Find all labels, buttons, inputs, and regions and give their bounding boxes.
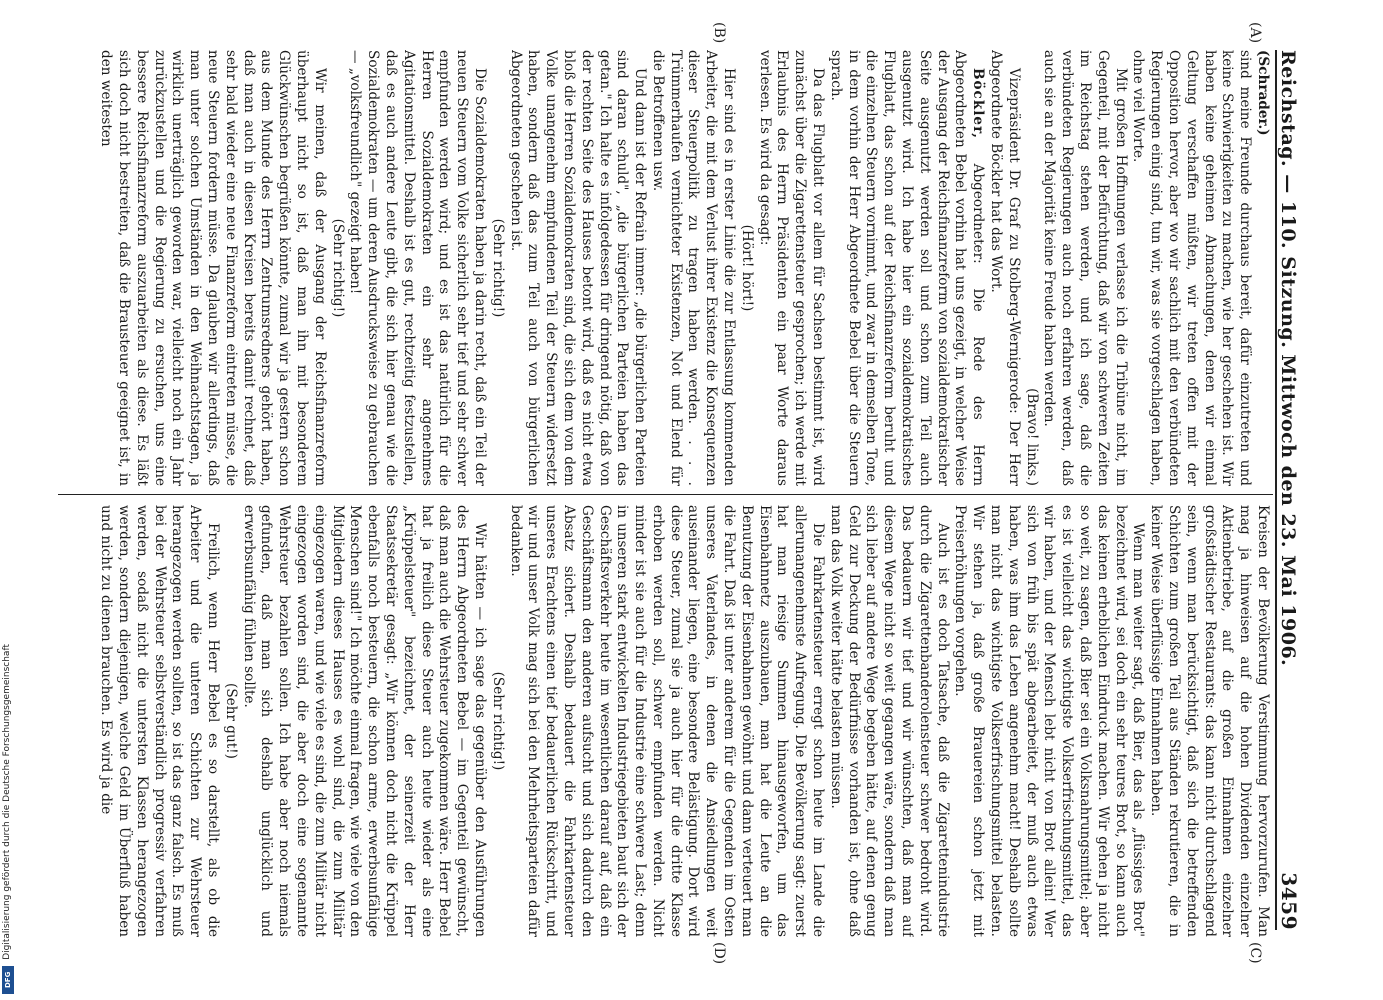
interjection: (Sehr gut!)	[222, 683, 239, 759]
paragraph: Böckler, Abgeordneter: Die Rede des Herrn Abgeordneten Bebel vorhin hat uns gezeigt, in welcher Weise der Ausgang der Reichsfinanzreform von sozialdemokratischer Seite ausgenutzt werden soll und schon zum Teil auch ausgenutzt wird. Ich habe hier ein sozialdemokratisches Flugblatt, das schon auf der Reichsfinanzreform beruht und die einzelnen Steuern vornimmt, und zwar in demselben Tone, in dem vorhin der Herr Abgeordnete Bebel über die Steuern sprach.	[827, 50, 987, 486]
paragraph: Vizepräsident Dr. Graf zu Stolberg-Wernigerode: Der Herr Abgeordnete Böckler hat das Wort.	[988, 50, 1022, 486]
paragraph: Und dann ist der Refrain immer: „die bürgerlichen Parteien sind daran schuld", „die bürgerlichen Parteien haben das getan." Ich halte es infolgedessen für dringend nötig, daß von der rechten Seite des Hauses betont wird, daß es nicht etwa bloß die Herren Sozialdemokraten sind, die sich dem von dem Volke unangenehm empfundenen Teil der Steuern widersetzt haben, sondern daß das zum Teil auch von bürgerlichen Abgeordneten geschehen ist.	[507, 50, 649, 486]
paragraph: Kreisen der Bevölkerung Verstimmung hervorzurufen. Man mag ja hinweisen auf die hohen Dividenden einzelner Aktienbetriebe, auf die großen Einnahmen einzelner großstädtischer Restaurants: das kann nicht durchschlagend sein, wenn man berücksichtigt, daß sich die betreffenden Schichten zum großen Teil aus Ständen rekrutieren, die in keiner Weise überflüssige Einnahmen haben.	[1148, 505, 1271, 937]
right-column	[58, 505, 1271, 937]
page-number: 3459	[1277, 872, 1301, 930]
interjection: (Sehr richtig!)	[489, 218, 506, 318]
header-date: Mittwoch den 23. Mai 1906.	[1277, 354, 1299, 667]
left-column	[58, 50, 1271, 486]
margin-mark-c: (C)	[1247, 942, 1263, 964]
paragraph: Mit großen Hoffnungen verlasse ich die Tribüne nicht, im Gegenteil, mit der Befürchtung, daß wir von schweren Zeiten im Reichstag stehen werden, und ich sage, daß die verbündeten Regierungen auch noch erfahren werden, daß auch sie an der Majorität keine Freude haben werden.	[1041, 50, 1129, 486]
margin-mark-a: (A)	[1247, 22, 1263, 44]
header-session-title: Reichstag. — 110. Sitzung.	[1277, 50, 1299, 349]
quote-paragraph: Hier sind es in erster Linie die zur Entlassung kommenden Arbeiter, die mit dem Verlust ihrer Existenz die Konsequenzen dieser Steuerpolitik zu tragen haben werden. . . . Trümmerhaufen vernichteter Existenzen, Not und Elend für die Betroffenen usw.	[649, 50, 738, 486]
page-header	[1275, 50, 1319, 930]
interjection: (Bravo! links.)	[1023, 388, 1040, 486]
paragraph: Die Sozialdemokraten haben ja darin recht, daß ein Teil der neuen Steuern vom Volke sicherlich sehr tief und sehr schwer empfunden werden wird; und es ist das natürlich für die Herren Sozialdemokraten ein sehr angenehmes Agitationsmittel. Deshalb ist es gut, rechtzeitig festzustellen, daß es auch andere Leute gibt, die sich hier genau wie die Sozialdemokraten — um deren Ausdrucksweise zu gebrauchen — „volksfreundlich" gezeigt haben!	[347, 50, 488, 486]
margin-mark-b: (B)	[711, 22, 727, 44]
paragraph: Freilich, wenn Herr Bebel es so darstellt, als ob die Arbeiter und die unteren Schichten zur Wehrsteuer herangezogen werden sollten, so ist das ganz falsch. Es muß bei der Wehrsteuer selbstverständlich progressiv verfahren werden, sodaß nicht die untersten Klassen herangezogen werden, sondern diejenigen, welche Geld im Überfluß haben und nicht zu dienen brauchen. Es wird ja die	[98, 505, 221, 937]
speaker-label: (Schrader.)	[1255, 50, 1271, 136]
paragraph: Die Fahrkartensteuer erregt schon heute im Lande die allerunangenehmste Aufregung. Die Bevölkerung sagt: zuerst hat man riesige Summen hinausgeworfen, um das Eisenbahnnetz auszubauen, man hat die Leute an die Benutzung der Eisenbahnen gewöhnt und dann verteuert man die Fahrt. Daß ist unter anderem für die Gegenden im Osten unseres Vaterlandes, in denen die Ansiedlungen weit auseinander liegen, eine besondere Belästigung. Dort wird diese Steuer, zumal sie ja auch hier für die dritte Klasse erhoben werden soll, schwer empfunden werden. Nicht minder ist sie auch für die Industrie eine schwere Last; denn in unseren stark entwickelten Industriegebieten baut sich der Geschäftsverkehr heute im wesentlichen darauf auf, daß ein Geschäftsmann den anderen aufsucht und sich dadurch den Absatz sichert. Deshalb bedauert die Fahrkartensteuer unseres Erachtens einen tief bedauerlichen Rückschritt, und wir und unser Volk mag sich bei den Mehrheitsparteien dafür bedanken.	[507, 505, 827, 937]
column-divider	[58, 494, 1273, 495]
paragraph: Auch ist es doch Tatsache, daß die Zigarettenindustrie durch die Zigarettenbanderolensteuer schwer bedroht wird. Das bedauern wir tief und wir wünschten, daß man auf diesem Wege nicht so weit gegangen wäre, sondern daß man sich lieber auf andere Wege begeben hätte, auf denen genug Geld zur Deckung der Bedürfnisse vorhanden ist, ohne daß man das Volk weiter hätte belasten müssen.	[827, 505, 951, 937]
interjection: (Hört! hört!)	[738, 224, 755, 312]
paragraph: Wir hätten — ich sage das gegenüber den Ausführungen des Herrn Abgeordneten Bebel — im Gegenteil gewünscht, daß man auch die Wehrsteuer zugekommen wäre. Herr Bebel hat ja freilich diese Steuer auch heute wieder als eine „Krüppelsteuer" bezeichnet, der seinerzeit der Herr Staatssekretär gesagt: „Wir können doch nicht die Krüppel ebenfalls noch besteuern, die schon arme, erwerbsunfähige Menschen sind!" Ich möchte einmal fragen, wie viele von den Mitgliedern dieses Hauses es wohl sind, die zum Militär eingezogen waren, und wie viele es sind, die zum Militär nicht eingezogen worden sind, die aber doch eine sogenannte Wehrsteuer bezahlen sollen. Ich habe aber noch niemals gefunden, daß man sich deshalb unglücklich und erwerbsunfähig fühlen sollte.	[240, 505, 488, 937]
speaker-name: Böckler,	[970, 68, 987, 139]
paragraph: sind meine Freunde durchaus bereit, dafür einzutreten und keine Schwierigkeiten zu machen, wie her geschehen ist. Wir haben keine geheimen Abmachungen, denen wir einmal Geltung verschaffen müßten, wir treten offen mit der Opposition hervor, aber wo wir sachlich mit den verbündeten Regierungen einig sind, tun wir, was sie vorgeschlagen haben, ohne viel Worte.	[1130, 50, 1254, 486]
paragraph: Wir meinen, daß der Ausgang der Reichsfinanzreform überhaupt nicht so ist, daß man ihn mit besonderem Glückwünschen begrüßen könnte, zumal wir ja gestern schon aus dem Munde des Herrn Zentrumsredners gehört haben, daß man auch in diesen Kreisen bereits damit rechnet, daß sehr bald wieder eine neue Finanzreform eintreten müsse, die neue Steuern fordern müsse. Da glauben wir allerdings, daß man unter solchen Umständen in den Weihnachtstagen, ja wirklich unerträglich geworden war, vielleicht noch ein Jahr zurückzustellen und die Regierung zu ersuchen, uns eine bessere Reichsfinanzreform auszuarbeiten als diese. Es läßt sich doch nicht bestreiten, daß die Brausteuer geeignet ist, in den weitesten	[98, 50, 328, 486]
paragraph: Wenn man weiter sagt, daß Bier, das als „flüssiges Brot" bezeichnet wird, sei doch ein sehr teures Brot, so kann auch das keinen erheblichen Eindruck machen. Wir gehen ja nicht so weit, zu sagen, daß Bier sei ein Volksnahrungsmittel; aber es ist vielleicht das wichtigste Volkserfrischungsmittel, das wir haben, und der Mensch lebt nicht von Brot allein! Wer sich von früh bis spät abgearbeitet, der muß auch etwas haben, was ihm das Leben angenehm macht! Deshalb sollte man nicht das wichtigste Volkserfrischungsmittel belasten. Wir stehen ja, daß große Brauereien schon jetzt mit Preiserhöhungen vorgehen.	[952, 505, 1147, 937]
margin-mark-d: (D)	[711, 942, 727, 965]
interjection: (Sehr richtig!)	[329, 218, 346, 318]
credit-text: Digitalisierung gefördert durch die Deutsche Forschungsgemeinschaft	[2, 644, 12, 960]
dfg-logo: DFG	[2, 966, 14, 994]
paragraph: Da das Flugblatt vor allem für Sachsen bestimmt ist, wird zunächst über die Zigarettensteuer gesprochen; ich werde mit Erlaubnis des Herrn Präsidenten ein paar Worte daraus verlesen. Es wird da gesagt:	[756, 50, 827, 486]
interjection: (Sehr richtig!)	[489, 671, 506, 771]
